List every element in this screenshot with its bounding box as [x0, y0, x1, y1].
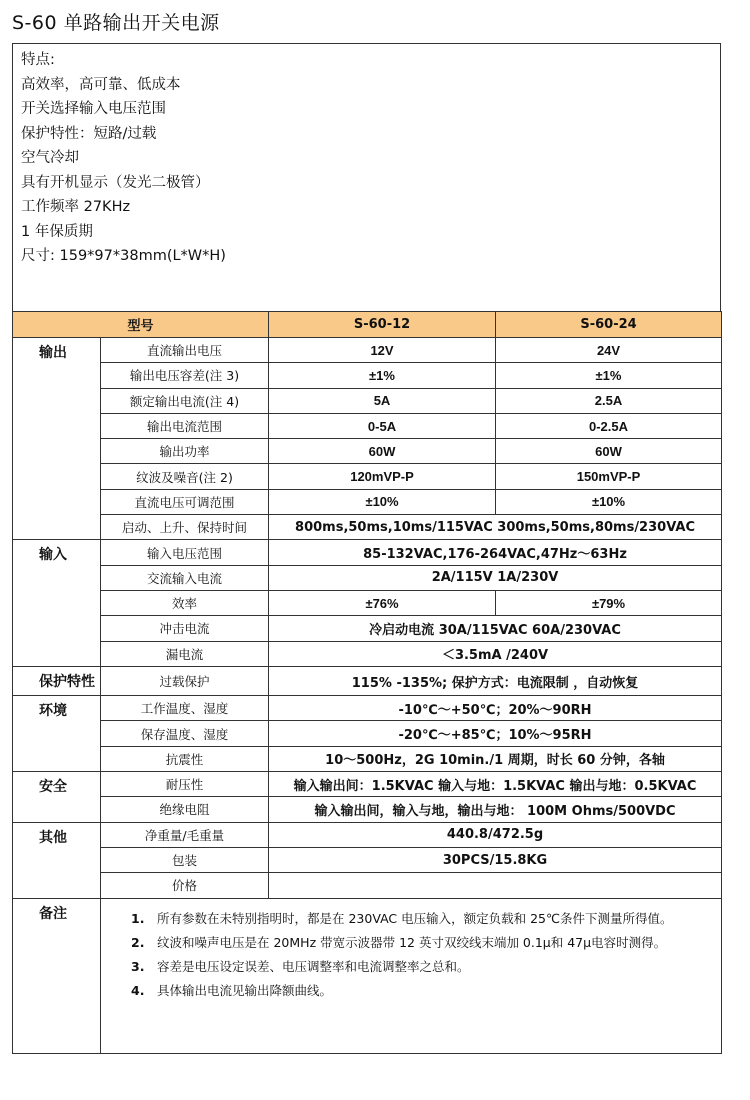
param-value	[269, 873, 722, 898]
table-row	[13, 616, 722, 641]
spec-table	[12, 311, 722, 1054]
remark-item	[131, 979, 711, 1003]
model-a: S-60-12	[269, 312, 496, 338]
group-label-environment: 环境	[13, 696, 101, 772]
param-name: 净重量/毛重量	[101, 822, 269, 847]
feature-line: 1 年保质期	[21, 223, 93, 240]
features-box	[12, 43, 721, 311]
param-value: 输入输出间：1.5KVAC 输入与地：1.5KVAC 输出与地：0.5KVAC	[269, 772, 722, 797]
table-row	[13, 464, 722, 489]
group-label-other: 其他	[13, 822, 101, 898]
remark-text: 具体输出电流见输出降额曲线。	[157, 983, 333, 999]
remark-text: 所有参数在未特别指明时，都是在 230VAC 电压输入，额定负载和 25℃条件下测量所得值。	[157, 910, 673, 926]
param-value: 输入输出间，输入与地，输出与地： 100M Ohms/500VDC	[269, 797, 722, 822]
param-name: 抗震性	[101, 746, 269, 771]
table-row	[13, 822, 722, 847]
table-row	[13, 540, 722, 565]
feature-line: 工作频率 27KHz	[21, 199, 131, 215]
param-value-b: 150mVP-P	[496, 464, 722, 489]
param-value: -10℃～+50℃；20%～90RH	[269, 696, 722, 721]
table-row	[13, 847, 722, 872]
param-value-a: 5A	[269, 388, 496, 413]
table-row	[13, 666, 722, 695]
remark-number: 1.	[131, 910, 145, 926]
remark-number: 4.	[131, 983, 145, 999]
param-value-b: 2.5A	[496, 388, 722, 413]
param-value-b: 60W	[496, 439, 722, 464]
table-row	[13, 489, 722, 514]
table-row	[13, 413, 722, 438]
remark-text: 容差是电压设定误差、电压调整率和电流调整率之总和。	[157, 959, 470, 975]
param-name: 直流输出电压	[101, 338, 269, 363]
param-value-b: 24V	[496, 338, 722, 363]
param-name: 包装	[101, 847, 269, 872]
param-name: 纹波及噪音(注 2)	[101, 464, 269, 489]
table-row	[13, 641, 722, 666]
table-row	[13, 696, 722, 721]
feature-line: 具有开机显示（发光二极管）	[21, 174, 210, 191]
param-name: 输出电压容差(注 3)	[101, 363, 269, 388]
remarks-row	[13, 898, 722, 1053]
param-name: 交流输入电流	[101, 565, 269, 590]
table-row	[13, 746, 722, 771]
param-value: -20℃～+85℃；10%～95RH	[269, 721, 722, 746]
param-name: 绝缘电阻	[101, 797, 269, 822]
param-name: 保存温度、湿度	[101, 721, 269, 746]
param-name: 过载保护	[101, 666, 269, 695]
param-value-a: 120mVP-P	[269, 464, 496, 489]
param-value: 800ms,50ms,10ms/115VAC 300ms,50ms,80ms/230VAC	[269, 515, 722, 540]
param-name: 漏电流	[101, 641, 269, 666]
table-row	[13, 363, 722, 388]
param-value: ＜3.5mA /240V	[269, 641, 722, 666]
param-value: 2A/115V 1A/230V	[269, 565, 722, 590]
param-value-a: ±10%	[269, 489, 496, 514]
feature-line: 空气冷却	[21, 150, 79, 166]
param-name: 输出功率	[101, 439, 269, 464]
param-value: 85-132VAC,176-264VAC,47Hz～63Hz	[269, 540, 722, 565]
table-row	[13, 388, 722, 413]
param-name: 输出电流范围	[101, 413, 269, 438]
table-header-row	[13, 312, 722, 338]
remark-text: 纹波和噪声电压是在 20MHz 带宽示波器带 12 英寸双绞线末端加 0.1μ和 47μ电容时测得。	[157, 934, 667, 950]
param-name: 直流电压可调范围	[101, 489, 269, 514]
param-value-b: ±1%	[496, 363, 722, 388]
param-name: 额定输出电流(注 4)	[101, 388, 269, 413]
remark-item	[131, 955, 711, 979]
group-label-output: 输出	[13, 338, 101, 540]
param-value-a: 0-5A	[269, 413, 496, 438]
param-value: 10～500Hz，2G 10min./1 周期，时长 60 分钟，各轴	[269, 746, 722, 771]
feature-line: 高效率，高可靠、低成本	[21, 76, 181, 93]
param-value-a: ±76%	[269, 590, 496, 615]
param-name: 耐压性	[101, 772, 269, 797]
page-title: S-60 单路输出开关电源	[12, 12, 220, 34]
param-value: 冷启动电流 30A/115VAC 60A/230VAC	[269, 616, 722, 641]
param-value-a: ±1%	[269, 363, 496, 388]
param-name: 工作温度、湿度	[101, 696, 269, 721]
features-heading: 特点:	[21, 52, 55, 68]
group-label-safety: 安全	[13, 772, 101, 823]
table-row	[13, 797, 722, 822]
table-row	[13, 338, 722, 363]
remark-item	[131, 931, 711, 955]
table-row	[13, 873, 722, 898]
group-label-remarks: 备注	[13, 898, 101, 1053]
remarks-cell	[101, 898, 722, 1053]
feature-line: 保护特性：短路/过载	[21, 125, 157, 142]
group-label-input: 输入	[13, 540, 101, 666]
param-name: 启动、上升、保持时间	[101, 515, 269, 540]
param-value: 30PCS/15.8KG	[269, 847, 722, 872]
remark-number: 3.	[131, 959, 145, 975]
table-row	[13, 772, 722, 797]
model-b: S-60-24	[496, 312, 722, 338]
param-name: 冲击电流	[101, 616, 269, 641]
param-value-b: ±79%	[496, 590, 722, 615]
remark-item	[131, 907, 711, 931]
param-name: 输入电压范围	[101, 540, 269, 565]
param-value: 440.8/472.5g	[269, 822, 722, 847]
remark-number: 2.	[131, 934, 145, 950]
feature-line: 尺寸: 159*97*38mm(L*W*H)	[21, 248, 226, 264]
group-label-protection: 保护特性	[13, 666, 101, 695]
feature-line: 开关选择输入电压范围	[21, 101, 166, 117]
param-value-a: 12V	[269, 338, 496, 363]
table-row	[13, 721, 722, 746]
param-value-a: 60W	[269, 439, 496, 464]
param-name: 价格	[101, 873, 269, 898]
table-row	[13, 565, 722, 590]
param-value-b: 0-2.5A	[496, 413, 722, 438]
table-row	[13, 439, 722, 464]
param-name: 效率	[101, 590, 269, 615]
table-row	[13, 515, 722, 540]
model-label: 型号	[13, 312, 269, 338]
param-value: 115% -135%; 保护方式：电流限制 ，自动恢复	[269, 666, 722, 695]
table-row	[13, 590, 722, 615]
param-value-b: ±10%	[496, 489, 722, 514]
